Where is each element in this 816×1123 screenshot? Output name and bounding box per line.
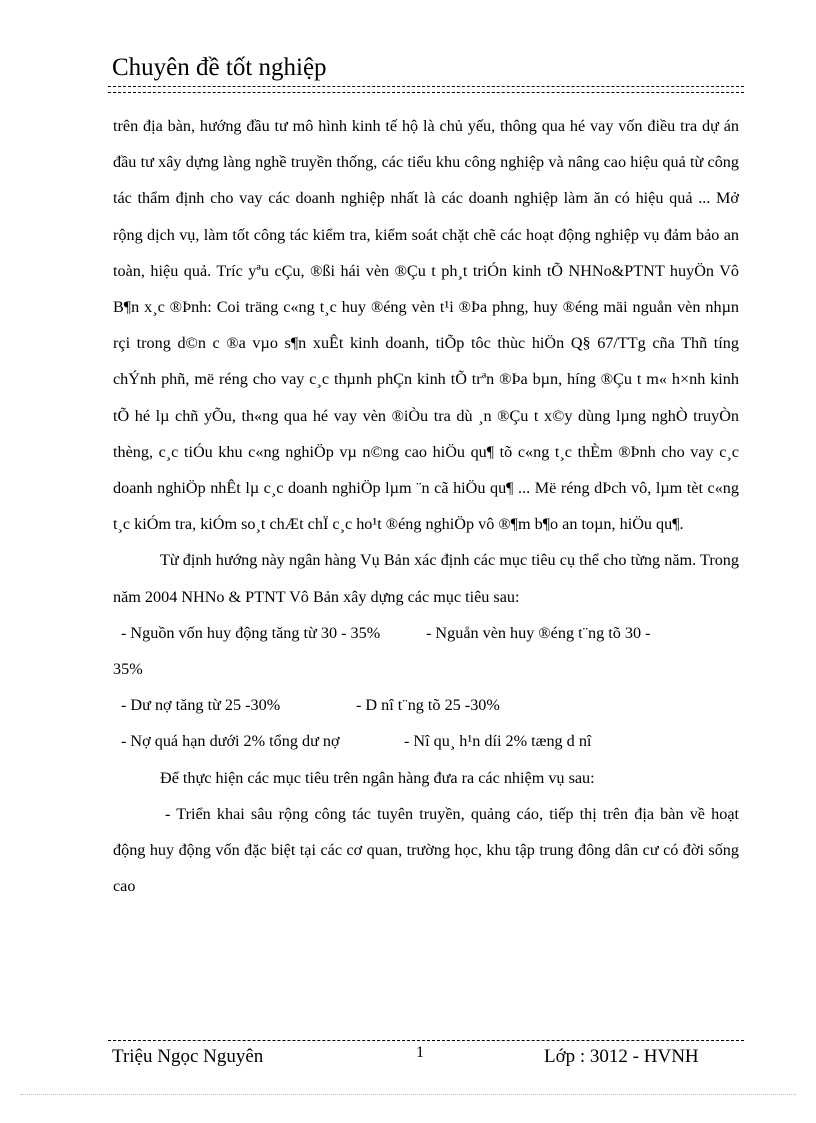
- body-paragraph: trên địa bàn, hướng đầu tư mô hình kinh tế hộ là chủ yếu, thông qua hé vay vốn điều tra dự án đầu tư xây dựng làng nghề truyền thống, các tiểu khu công nghiệp và nâng cao hiệu quả từ công tác thẩm định cho vay các doanh nghiệp nhất là các doanh nghiệp làm ăn có hiệu quả ... Mở rộng dịch vụ, làm tốt công tác kiểm tra, kiểm soát chặt chẽ các hoạt động nghiệp vụ đảm bảo an toàn, hiệu quả. Tríc yªu cÇu, ®ßi hái vèn ®Çu t ph¸t triÓn kinh tÕ NHNo&PTNT huyÖn Vô B¶n x¸c ®Þnh: Coi träng c«ng t¸c huy ®éng vèn t¹i ®Þa phng, huy ®éng mäi nguån vèn nhµn rçi trong d©n c ®a vµo s¶n xuÊt kinh doanh, tiÕp tôc thùc hiÖn Q§ 67/TTg cña Thñ tíng chÝnh phñ, më réng cho vay c¸c thµnh phÇn kinh tÕ trªn ®Þa bµn, híng ®Çu t m« h×nh kinh tÕ hé lµ chñ yÕu, th«ng qua hé vay vèn ®iÒu tra dù ¸n ®Çu t x©y dùng lµng nghÒ truyÒn thèng, c¸c tiÓu khu c«ng nghiÖp vµ n©ng cao hiÖu qu¶ tõ c«ng t¸c thÈm ®Þnh cho vay c¸c doanh nghiÖp nhÊt lµ c¸c doanh nghiÖp lµm ¨n cã hiÖu qu¶ ... Më réng dÞch vô, lµm tèt c«ng t¸c kiÓm tra, kiÓm so¸t chÆt chÏ c¸c ho¹t ®éng nghiÖp vô ®¶m b¶o an toµn, hiÖu qu¶.: [113, 117, 739, 534]
- footer-author: Triệu Ngọc Nguyên: [112, 1046, 264, 1067]
- body-paragraph: Để thực hiện các mục tiêu trên ngân hàng đưa ra các nhiệm vụ sau:: [160, 768, 595, 787]
- header-rule-secondary: [108, 92, 744, 93]
- footer-class-label: Lớp : 3012 - HVNH: [544, 1046, 699, 1067]
- page-bottom-border: [20, 1094, 796, 1095]
- target-item: [113, 615, 739, 651]
- target-item-text-encoded: - Nguån vèn huy ®éng t¨ng tõ 30 -: [426, 623, 651, 642]
- target-item-text-encoded: - Nî qu¸ h¹n díi 2% tæng d nî: [404, 732, 592, 751]
- body-paragraph: - Triển khai sâu rộng công tác tuyên truyền, quảng cáo, tiếp thị trên địa bàn về hoạt động huy động vốn đặc biệt tại các cơ quan, trường học, khu tập trung đông dân cư có đời sống cao: [113, 804, 739, 896]
- target-item: [113, 723, 739, 759]
- document-body: [113, 108, 739, 904]
- header-rule: [108, 86, 744, 87]
- target-item-text: - Nguồn vốn huy động tăng từ 30 - 35%: [121, 623, 381, 642]
- body-paragraph: Từ định hướng này ngân hàng Vụ Bản xác định các mục tiêu cụ thể cho từng năm. Trong năm 2004 NHNo & PTNT Vô Bản xây dựng các mục tiêu sau:: [113, 551, 739, 606]
- footer-rule: [108, 1040, 744, 1041]
- document-header-title: Chuyên đề tốt nghiệp: [112, 54, 327, 81]
- target-item-continuation: 35%: [113, 660, 143, 679]
- target-item-text: - Nợ quá hạn dưới 2% tổng dư nợ: [121, 732, 340, 751]
- page-number: 1: [416, 1044, 424, 1061]
- target-item: [113, 687, 739, 723]
- target-item-text: - Dư nợ tăng từ 25 -30%: [121, 696, 281, 715]
- target-item-text-encoded: - D nî t¨ng tõ 25 -30%: [356, 696, 500, 715]
